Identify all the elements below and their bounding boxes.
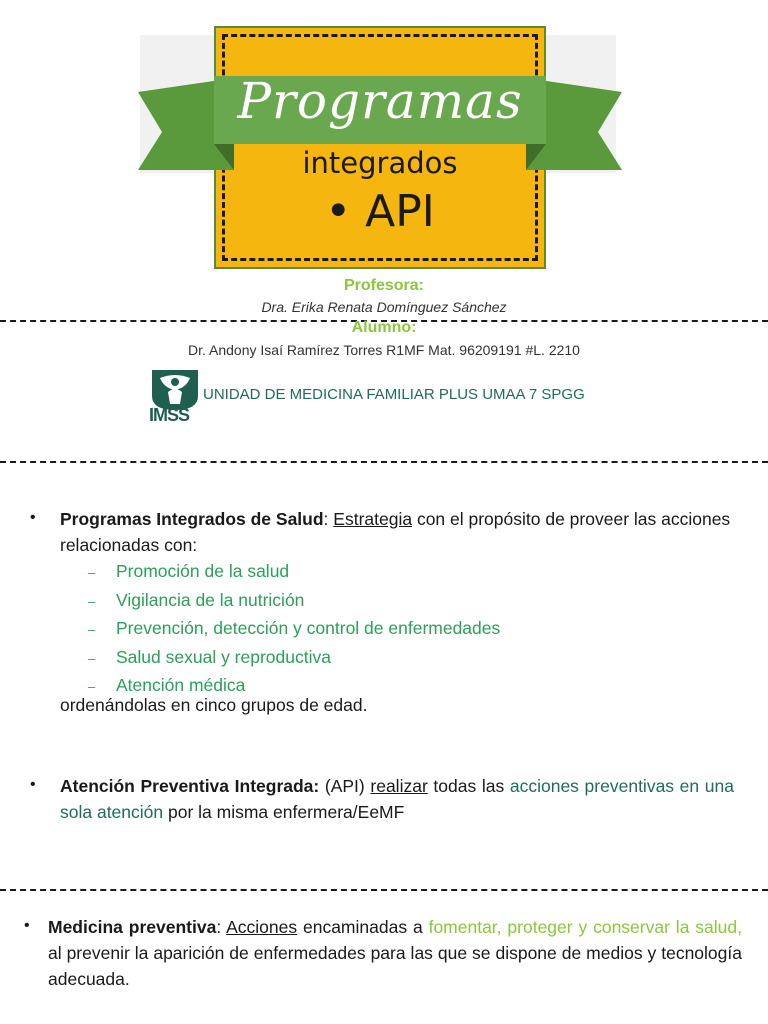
section3-colon: :	[216, 917, 227, 937]
alumno-name: Dr. Andony Isaí Ramírez Torres R1MF Mat. 96209191 #L. 2210	[188, 342, 580, 358]
section3-paragraph	[48, 914, 742, 992]
section3-highlight: fomentar, proteger y conservar la salud,	[428, 917, 743, 937]
list-item: – Salud sexual y reproductiva	[88, 646, 331, 667]
section1-closing: ordenándolas en cinco grupos de edad.	[60, 695, 368, 715]
unit-name: UNIDAD DE MEDICINA FAMILIAR PLUS UMAA 7 SPGG	[203, 386, 585, 403]
section1-underlined: Estrategia	[333, 509, 413, 529]
bullet-1: •	[30, 509, 36, 526]
imss-logo-text: IMSS	[149, 405, 190, 425]
profesora-name: Dra. Erika Renata Domínguez Sánchez	[261, 299, 507, 315]
section3-underlined: Acciones	[226, 917, 298, 937]
divider-middle	[0, 461, 768, 463]
section1-list	[88, 558, 500, 701]
section3-mid: encaminadas a	[297, 917, 429, 937]
section1-colon: :	[323, 509, 334, 529]
section2-rest: por la misma enfermera/EeMF	[163, 802, 405, 822]
section2-underlined: realizar	[370, 776, 428, 796]
divider-bottom	[0, 889, 768, 891]
section2-mid: todas las	[427, 776, 510, 796]
section1-rest: con el propósito de proveer las acciones relacionadas con:	[60, 509, 731, 555]
list-item: – Vigilancia de la nutrición	[88, 589, 305, 610]
section3-term: Medicina preventiva	[48, 917, 217, 937]
alumno-label: Alumno:	[351, 319, 417, 336]
section2-paragraph	[60, 773, 734, 825]
section1-paragraph	[60, 506, 740, 558]
title-programas: Programas	[237, 72, 523, 130]
section1-term: Programas Integrados de Salud	[60, 509, 324, 529]
bullet-3: •	[24, 917, 30, 934]
profesora-label: Profesora:	[343, 277, 425, 294]
section2-highlight: acciones preventivas en una sola atención	[60, 776, 734, 822]
list-item: – Prevención, detección y control de enfermedades	[88, 618, 501, 638]
list-item: – Atención médica	[88, 675, 246, 695]
section2-abbr: (API)	[319, 776, 371, 796]
title-api: • API	[325, 186, 435, 237]
bullet-2: •	[30, 776, 36, 793]
title-integrados: integrados	[302, 146, 458, 180]
list-item: – Promoción de la salud	[88, 561, 290, 581]
section2-term: Atención Preventiva Integrada:	[60, 776, 320, 796]
section3-rest: al prevenir la aparición de enfermedades para las que se dispone de medios y tecnología adecuada.	[48, 943, 742, 989]
